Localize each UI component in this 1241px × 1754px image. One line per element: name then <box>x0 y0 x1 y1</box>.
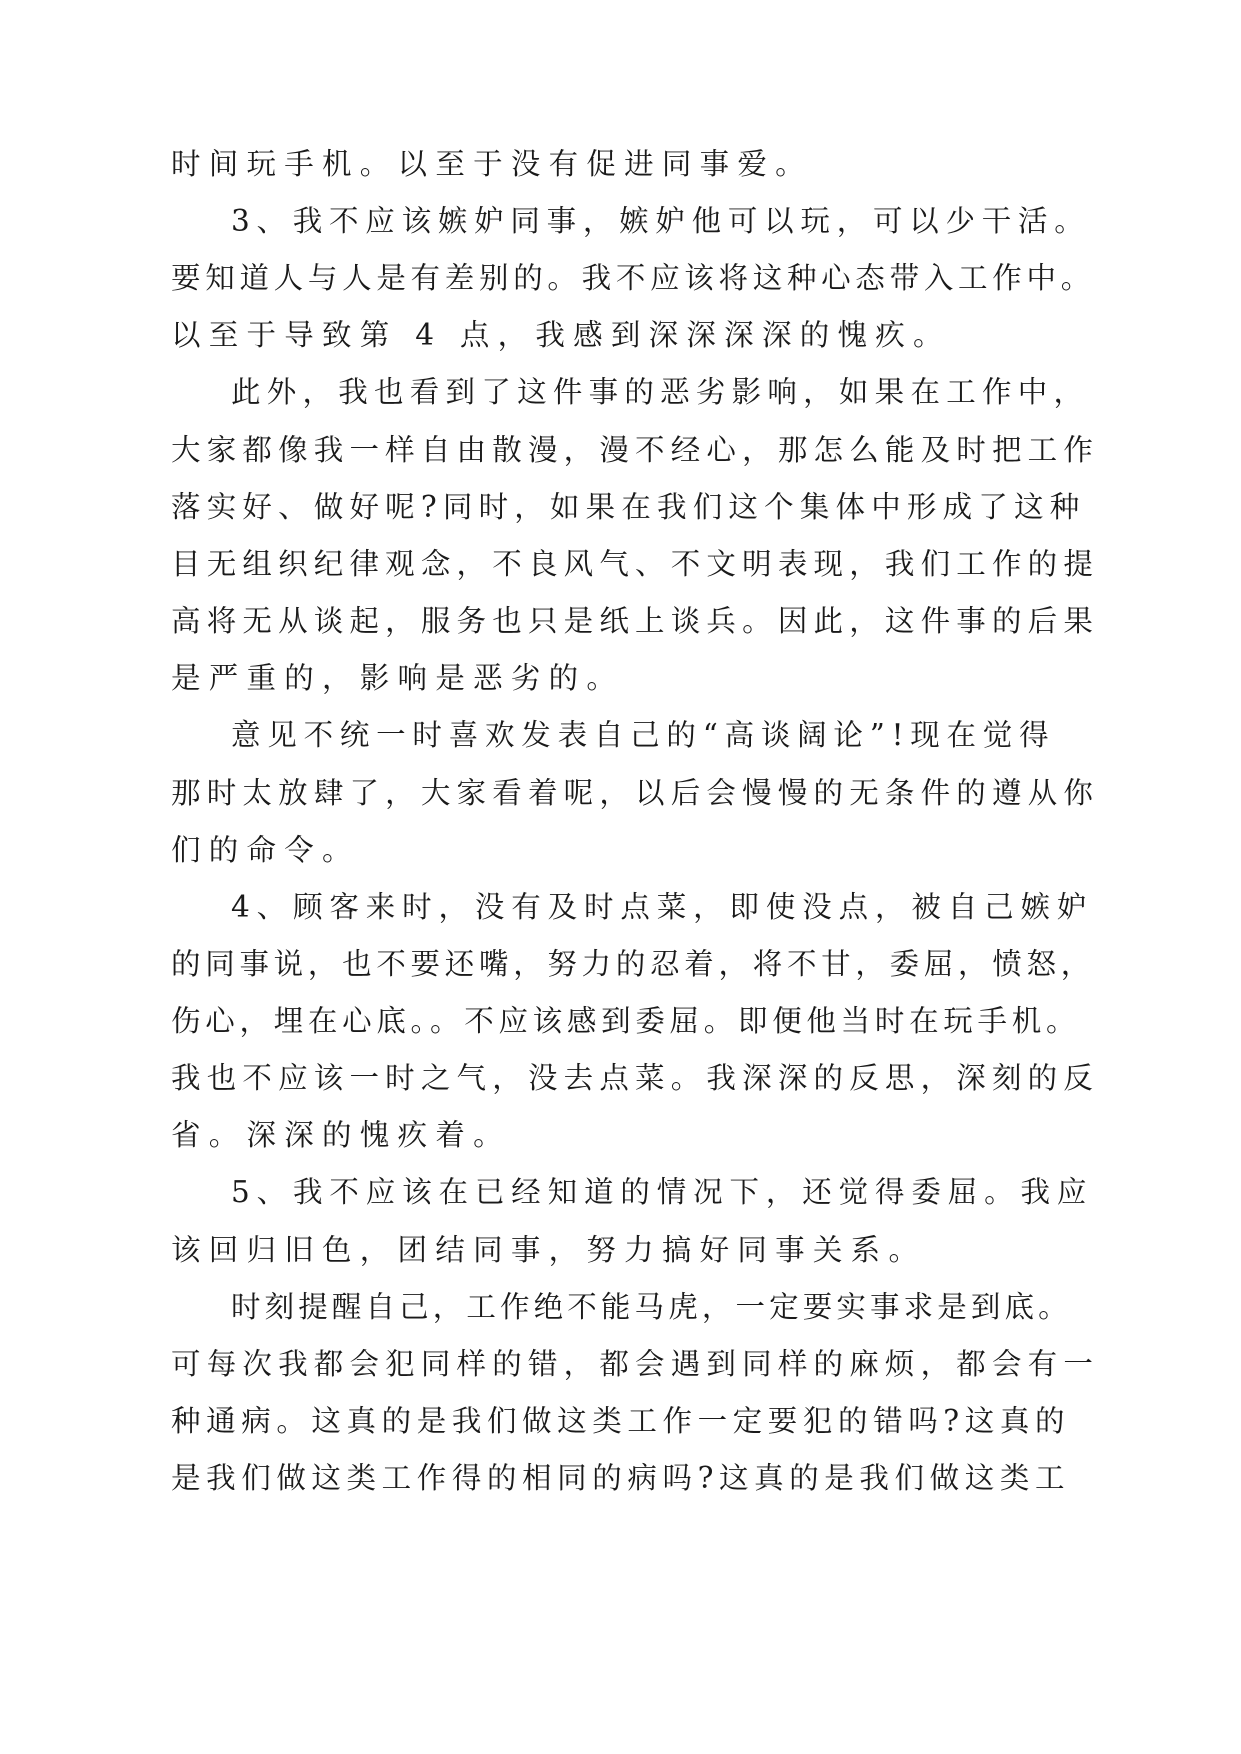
text-line: 是严重的，影响是恶劣的。 <box>171 661 625 695</box>
text-line: 大家都像我一样自由散漫，漫不经心，那怎么能及时把工作 <box>171 433 1100 467</box>
text-line: 此外，我也看到了这件事的恶劣影响，如果在工作中， <box>231 375 1090 409</box>
text-line: 该回归旧色，团结同事，努力搞好同事关系。 <box>171 1233 927 1267</box>
text-line: 时刻提醒自己，工作绝不能马虎，一定要实事求是到底。 <box>231 1290 1072 1324</box>
text-line: 高将无从谈起，服务也只是纸上谈兵。因此，这件事的后果 <box>171 604 1100 638</box>
text-line: 们的命令。 <box>171 833 360 867</box>
text-line: 的同事说，也不要还嘴，努力的忍着，将不甘，委屈，愤怒， <box>171 947 1095 981</box>
text-line: 省。深深的愧疚着。 <box>171 1118 511 1152</box>
text-line: 目无组织纪律观念，不良风气、不文明表现，我们工作的提 <box>171 547 1100 581</box>
text-line: 那时太放肆了，大家看着呢，以后会慢慢的无条件的遵从你 <box>171 776 1100 810</box>
text-line: 我也不应该一时之气，没去点菜。我深深的反思，深刻的反 <box>171 1061 1100 1095</box>
text-line: 3、我不应该嫉妒同事，嫉妒他可以玩，可以少干活。 <box>231 204 1091 238</box>
text-line: 落实好、做好呢?同时，如果在我们这个集体中形成了这种 <box>171 490 1086 524</box>
text-line: 以至于导致第 4 点，我感到深深深深的愧疚。 <box>171 318 951 352</box>
text-line: 4、顾客来时，没有及时点菜，即使没点，被自己嫉妒 <box>231 890 1094 924</box>
text-line: 是我们做这类工作得的相同的病吗?这真的是我们做这类工 <box>171 1461 1071 1495</box>
text-line: 意见不统一时喜欢发表自己的“高谈阔论”!现在觉得 <box>231 718 1056 752</box>
text-line: 可每次我都会犯同样的错，都会遇到同样的麻烦，都会有一 <box>171 1347 1100 1381</box>
text-line: 时间玩手机。以至于没有促进同事爱。 <box>171 147 813 181</box>
text-line: 种通病。这真的是我们做这类工作一定要犯的错吗?这真的 <box>171 1404 1071 1438</box>
text-line: 5、我不应该在已经知道的情况下，还觉得委屈。我应 <box>231 1175 1094 1209</box>
text-line: 要知道人与人是有差别的。我不应该将这种心态带入工作中。 <box>171 261 1095 295</box>
text-line: 伤心，埋在心底。。不应该感到委屈。即便他当时在玩手机。 <box>171 1004 1081 1038</box>
